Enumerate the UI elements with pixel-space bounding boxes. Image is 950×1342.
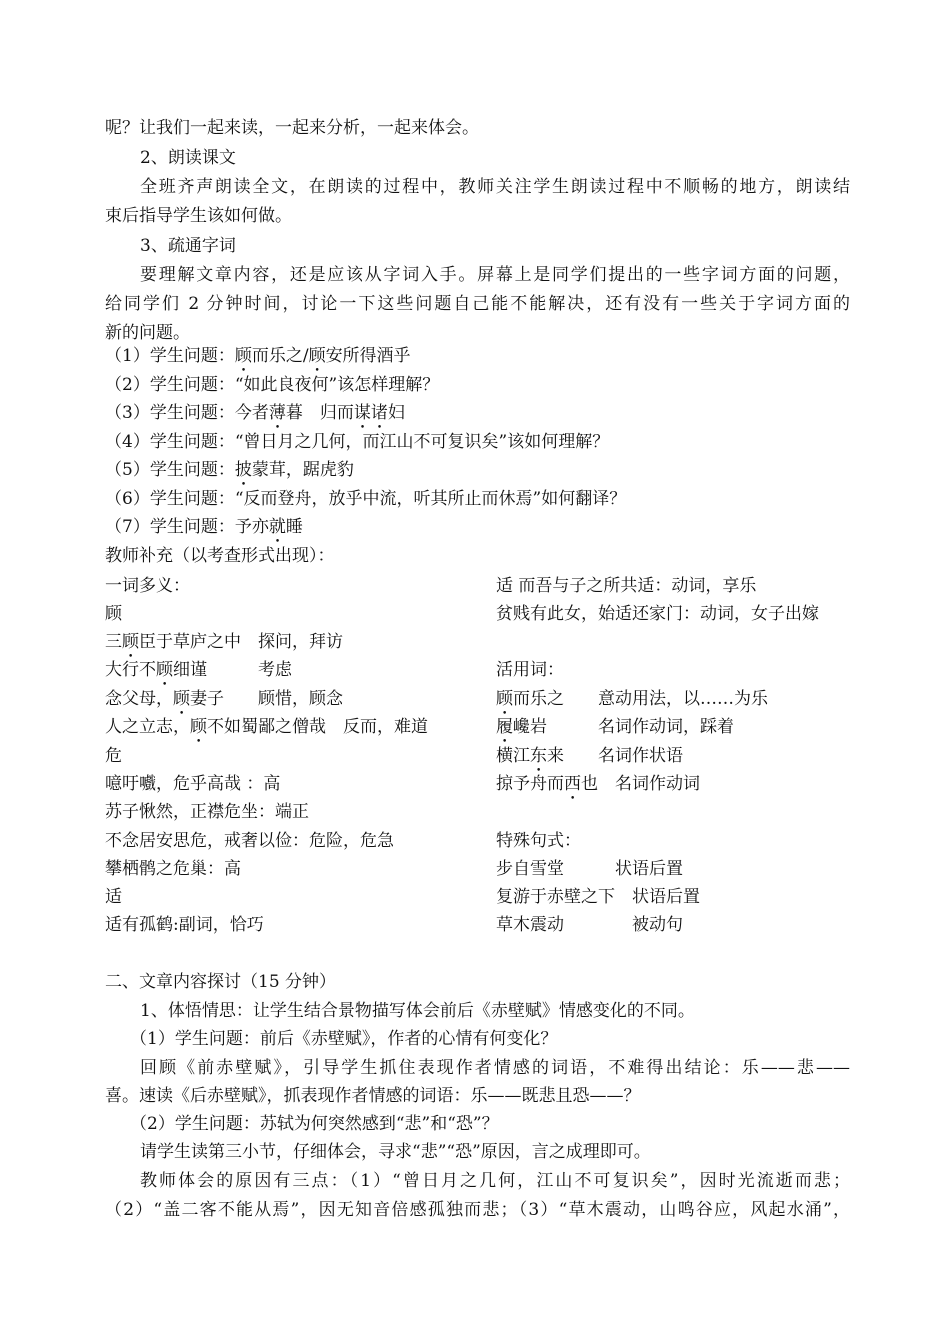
question-7-text: 睡 xyxy=(285,517,303,537)
part-2-line-4: 喜。速读《后赤壁赋》，抓表现作者情感的词语：乐——既悲且恐——？ xyxy=(105,1086,641,1106)
gu-example-1 xyxy=(105,631,343,655)
polysemy-heading: 一词多义： xyxy=(105,576,190,596)
example-text: 横江 xyxy=(496,746,530,766)
question-5-prefix: （5）学生问题： xyxy=(105,460,235,480)
dotted-char: 顾 xyxy=(173,689,190,709)
syntax-example-1: 步自雪堂 状语后置 xyxy=(496,859,683,879)
question-1-text: 而乐之/ xyxy=(251,346,309,366)
example-text: 人之立志， xyxy=(105,717,190,737)
question-7 xyxy=(105,516,850,540)
wei-example-1: 噫吁嚱，危乎高哉 ：高 xyxy=(105,774,281,794)
part-2-line-2: （1）学生问题：前后《赤壁赋》，作者的心情有何变化？ xyxy=(130,1029,558,1049)
dotted-char: 谋诸 xyxy=(353,403,388,423)
special-syntax-heading: 特殊句式： xyxy=(496,831,581,851)
question-5-text: 蒙茸，踞虎豹 xyxy=(251,460,354,480)
example-text: 细谨 考虑 xyxy=(173,660,292,680)
dotted-char: 披 xyxy=(234,460,252,480)
word-gu: 顾 xyxy=(105,604,122,624)
section-3-para-line-1: 要理解文章内容，还是应该从字词入手。屏幕上是同学们提出的一些字词方面的问题， xyxy=(140,265,850,285)
dotted-char: 顾 xyxy=(234,346,252,366)
section-2-title: 2、朗读课文 xyxy=(140,148,236,168)
question-1-text: 安所得酒乎 xyxy=(325,346,411,366)
question-4: （4）学生问题：“曾日月之几何，而江山不可复识矣”该如何理解？ xyxy=(105,432,610,452)
question-3 xyxy=(105,402,850,426)
inflection-example-2 xyxy=(496,716,734,740)
wei-example-3: 不念居安思危，戒奢以俭：危险，危急 xyxy=(105,831,394,851)
part-2-line-1: 1、体悟情思：让学生结合景物描写体会前后《赤壁赋》情感变化的不同。 xyxy=(140,1001,695,1021)
question-3-text: 妇 xyxy=(387,403,405,423)
example-text: 妻子 顾惜，顾念 xyxy=(190,689,343,709)
syntax-example-2: 复游于赤壁之下 状语后置 xyxy=(496,887,700,907)
part-2-title: 二、文章内容探讨（15 分钟） xyxy=(105,972,337,992)
inflection-example-3 xyxy=(496,745,683,769)
example-text: 三 xyxy=(105,632,122,652)
dotted-char: 东 xyxy=(530,746,547,766)
shi-example-2: 适 而吾与子之所共适：动词，享乐 xyxy=(496,576,757,596)
example-text: 也 名词作动词 xyxy=(581,774,700,794)
section-2-para-line-1: 全班齐声朗读全文，在朗读的过程中，教师关注学生朗读过程中不顺畅的地方，朗读结 xyxy=(140,177,850,197)
shi-example-3: 贫贱有此女，始适还家门：动词，女子出嫁 xyxy=(496,604,819,624)
section-3-para-line-2: 给同学们 2 分钟时间，讨论一下这些问题自己能不能解决，还有没有一些关于字词方面的 xyxy=(105,294,850,314)
intro-line: 呢？让我们一起来读，一起来分析，一起来体会。 xyxy=(105,118,479,138)
dotted-char: 履 xyxy=(496,717,513,737)
dotted-char: 顾 xyxy=(190,717,207,737)
example-text: 不如蜀鄙之僧哉 反而，难道 xyxy=(207,717,428,737)
example-text: 来 名词作状语 xyxy=(547,746,683,766)
inflection-example-1 xyxy=(496,688,768,712)
gu-example-2 xyxy=(105,659,292,683)
gu-example-4 xyxy=(105,716,428,740)
example-text: 臣于草庐之中 探问，拜访 xyxy=(139,632,343,652)
inflection-heading: 活用词： xyxy=(496,660,564,680)
syntax-example-3: 草木震动 被动句 xyxy=(496,915,683,935)
question-1-prefix: （1）学生问题： xyxy=(105,346,235,366)
wei-example-4: 攀栖鹘之危巢：高 xyxy=(105,859,241,879)
inflection-example-4 xyxy=(496,773,700,797)
dotted-char: 顾 xyxy=(308,346,326,366)
dotted-char: 就 xyxy=(268,517,286,537)
teacher-supplement-heading: 教师补充（以考查形式出现）： xyxy=(105,546,335,566)
part-2-line-5: （2）学生问题：苏轼为何突然感到“悲”和“恐”？ xyxy=(130,1114,499,1134)
section-3-title: 3、疏通字词 xyxy=(140,236,236,256)
dotted-char: 西 xyxy=(564,774,581,794)
dotted-char: 顾 xyxy=(156,660,173,680)
question-3-prefix: （3）学生问题：今者 xyxy=(105,403,269,423)
question-5 xyxy=(105,459,850,483)
section-3-para-line-3: 新的问题。 xyxy=(105,323,190,343)
gu-example-3 xyxy=(105,688,343,712)
part-2-line-6: 请学生读第三小节，仔细体会，寻求“悲”“恐”原因，言之成理即可。 xyxy=(140,1142,651,1162)
shi-example-1: 适有孤鹤:副词，恰巧 xyxy=(105,915,264,935)
part-2-line-7: 教师体会的原因有三点：（1）“曾日月之几何，江山不可复识矣”，因时光流逝而悲； xyxy=(140,1171,850,1191)
wei-example-2: 苏子愀然，正襟危坐：端正 xyxy=(105,802,309,822)
word-shi: 适 xyxy=(105,887,122,907)
question-6: （6）学生问题：“反而登舟，放乎中流，听其所止而休焉”如何翻译？ xyxy=(105,489,627,509)
dotted-char: 顾 xyxy=(122,632,139,652)
dotted-char: 薄 xyxy=(268,403,286,423)
question-1 xyxy=(105,345,850,369)
section-2-para-line-2: 束后指导学生该如何做。 xyxy=(105,206,292,226)
part-2-line-8: （2）“盖二客不能从焉”，因无知音倍感孤独而悲；（3）“草木震动，山鸣谷应，风起水涌”， xyxy=(105,1200,850,1220)
example-text: 而乐之 意动用法，以……为乐 xyxy=(513,689,768,709)
question-3-text: 暮 归而 xyxy=(285,403,354,423)
part-2-line-3: 回顾《前赤壁赋》，引导学生抓住表现作者情感的词语，不难得出结论：乐——悲—— xyxy=(140,1058,850,1078)
example-text: 掠予舟而 xyxy=(496,774,564,794)
word-wei: 危 xyxy=(105,746,122,766)
example-text: 大行不 xyxy=(105,660,156,680)
question-7-prefix: （7）学生问题：予亦 xyxy=(105,517,269,537)
example-text: 巉岩 名词作动词，踩着 xyxy=(513,717,734,737)
dotted-char: 顾 xyxy=(496,689,513,709)
question-2: （2）学生问题：“如此良夜何”该怎样理解？ xyxy=(105,375,440,395)
example-text: 念父母， xyxy=(105,689,173,709)
